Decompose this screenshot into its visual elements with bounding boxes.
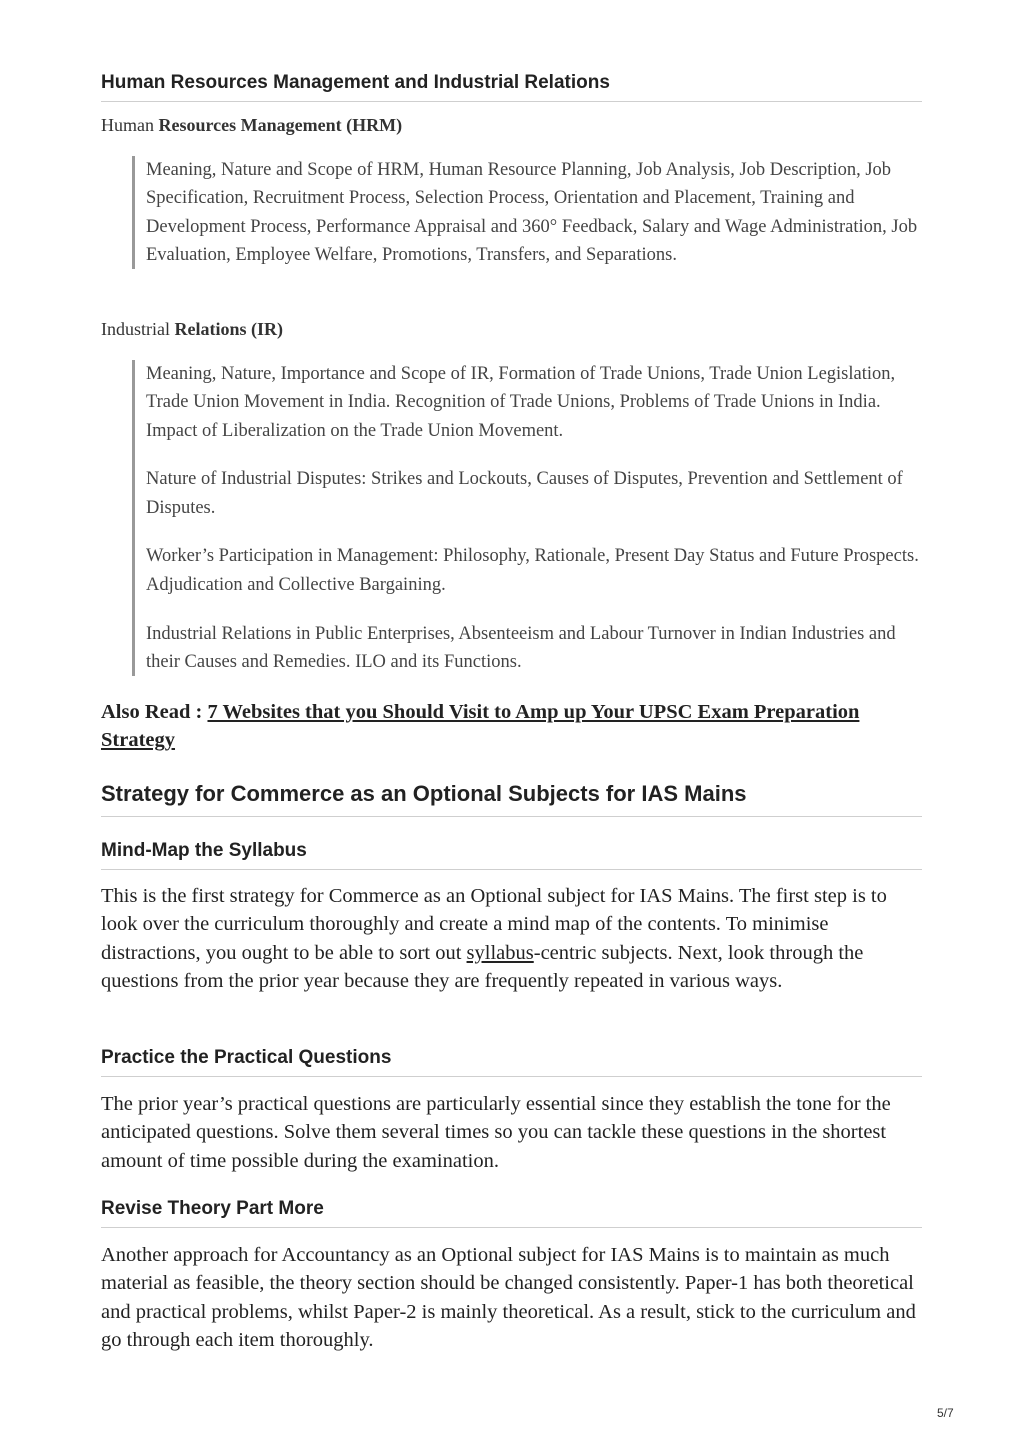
section-title: Human Resources Management and Industrial Relations [101, 72, 922, 102]
hrm-prefix: Human [101, 115, 154, 135]
mindmap-title: Mind-Map the Syllabus [101, 840, 922, 870]
also-read-link[interactable]: 7 Websites that you Should Visit to Amp up Your UPSC Exam Preparation Strategy [101, 701, 860, 752]
page-number: 5/7 [937, 1406, 954, 1420]
revise-title: Revise Theory Part More [101, 1198, 922, 1228]
ir-subheading [101, 316, 922, 342]
also-read [101, 698, 922, 755]
ir-paragraph: Meaning, Nature, Importance and Scope of IR, Formation of Trade Unions, Trade Union Legislation, Trade Union Movement in India. Recognition of Trade Unions, Problems of Trade Unions in India. Impact of Liberalization on the Trade Union Movement. [146, 364, 896, 441]
ir-paragraph: Worker’s Participation in Management: Philosophy, Rationale, Present Day Status and Future Prospects. Adjudication and Collective Bargaining. [146, 546, 919, 595]
mindmap-text-after: -centric subjects. Next, look through the questions from the prior year because they are frequently repeated in various ways. [101, 941, 864, 992]
practice-title: Practice the Practical Questions [101, 1047, 922, 1077]
syllabus-link[interactable]: syllabus [466, 941, 534, 964]
ir-bold: Relations (IR) [174, 319, 283, 339]
hrm-bold: Resources Management (HRM) [158, 115, 403, 135]
hrm-quote [132, 156, 925, 269]
revise-text: Another approach for Accountancy as an Optional subject for IAS Mains is to maintain as much material as feasible, the theory section should be changed consistently. Paper-1 has both theoretical and practical problems, whilst Paper-2 is mainly theoretical. As a result, stick to the curriculum and go through each item thoroughly. [101, 1244, 916, 1351]
ir-quote [132, 360, 925, 676]
also-read-label: Also Read : [101, 701, 208, 723]
practice-text: The prior year’s practical questions are particularly essential since they establish the tone for the anticipated questions. Solve them several times so you can tackle these questions in the shortest amount of time possible during the examination. [101, 1093, 891, 1172]
strategy-title: Strategy for Commerce as an Optional Subjects for IAS Mains [101, 781, 922, 817]
ir-prefix: Industrial [101, 319, 170, 339]
hrm-subheading [101, 112, 922, 138]
mindmap-text-before: This is the first strategy for Commerce as an Optional subject for IAS Mains. The first step is to look over the curriculum thoroughly and create a mind map of the contents. To minimise distractions, you ought to be able to sort out [101, 885, 887, 964]
hrm-text: Meaning, Nature and Scope of HRM, Human Resource Planning, Job Analysis, Job Description, Job Specification, Recruitment Process, Selection Process, Orientation and Placement, Training and Development Process, Performance Appraisal and 360° Feedback, Salary and Wage Administration, Job Evaluation, Employee Welfare, Promotions, Transfers, and Separations. [146, 160, 918, 265]
ir-paragraph: Industrial Relations in Public Enterprises, Absenteeism and Labour Turnover in Indian Industries and their Causes and Remedies. ILO and its Functions. [146, 623, 896, 672]
mindmap-text [101, 882, 922, 995]
ir-paragraph: Nature of Industrial Disputes: Strikes and Lockouts, Causes of Disputes, Prevention and Settlement of Disputes. [146, 469, 903, 518]
